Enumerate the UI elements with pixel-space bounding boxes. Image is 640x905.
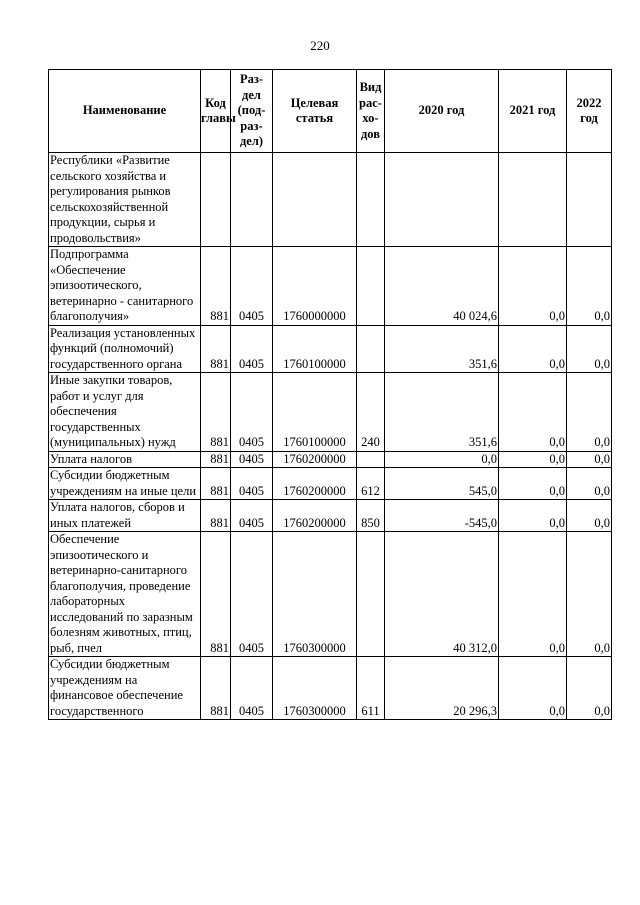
cell-target: 1760200000 [273,468,357,500]
cell-expense: 240 [357,373,385,452]
table-row [49,468,612,500]
cell-y2022: 0,0 [567,373,612,452]
cell-y2021: 0,0 [499,657,567,720]
cell-name: Уплата налогов [49,451,201,468]
table-row [49,325,612,373]
cell-expense [357,451,385,468]
cell-y2020: 0,0 [385,451,499,468]
cell-code: 881 [201,657,231,720]
cell-y2020: 40 312,0 [385,532,499,657]
cell-y2021: 0,0 [499,373,567,452]
header-2021: 2021 год [499,70,567,153]
cell-name: Субсидии бюджетным учреждениям на финансовое обеспечение государственного [49,657,201,720]
cell-y2021: 0,0 [499,500,567,532]
table-row [49,451,612,468]
cell-y2020: 351,6 [385,325,499,373]
cell-section: 0405 [231,325,273,373]
cell-y2020 [385,153,499,247]
budget-table [48,69,612,720]
cell-y2022: 0,0 [567,500,612,532]
cell-y2022 [567,153,612,247]
cell-target: 1760200000 [273,500,357,532]
header-name: Наименование [49,70,201,153]
cell-y2021 [499,153,567,247]
cell-name: Субсидии бюджетным учреждениям на иные цели [49,468,201,500]
table-row [49,500,612,532]
cell-y2020: 20 296,3 [385,657,499,720]
cell-y2022: 0,0 [567,532,612,657]
table-row [49,247,612,326]
cell-y2022: 0,0 [567,247,612,326]
cell-target: 1760300000 [273,532,357,657]
table-row [49,373,612,452]
cell-y2020: 351,6 [385,373,499,452]
cell-y2022: 0,0 [567,468,612,500]
table-row [49,153,612,247]
cell-section: 0405 [231,468,273,500]
page-number: 220 [310,38,330,53]
cell-section: 0405 [231,451,273,468]
cell-target: 1760300000 [273,657,357,720]
cell-target: 1760200000 [273,451,357,468]
header-2020: 2020 год [385,70,499,153]
cell-section: 0405 [231,373,273,452]
cell-y2020: 545,0 [385,468,499,500]
cell-y2020: 40 024,6 [385,247,499,326]
cell-expense [357,325,385,373]
cell-name: Республики «Развитие сельского хозяйства и регулирования рынков сельскохозяйственной продукции, сырья и продовольствия» [49,153,201,247]
cell-expense [357,247,385,326]
cell-y2021: 0,0 [499,247,567,326]
cell-y2021: 0,0 [499,325,567,373]
cell-section: 0405 [231,532,273,657]
cell-name: Уплата налогов, сборов и иных платежей [49,500,201,532]
cell-code: 881 [201,451,231,468]
header-expense: Вид рас-хо-дов [357,70,385,153]
cell-expense [357,532,385,657]
cell-code: 881 [201,468,231,500]
header-section: Раз-дел (под-раз-дел) [231,70,273,153]
cell-code: 881 [201,373,231,452]
cell-expense: 850 [357,500,385,532]
cell-target: 1760100000 [273,373,357,452]
cell-name: Обеспечение эпизоотического и ветеринарно-санитарного благополучия, проведение лабораторных исследований по заразным болезням животных, птиц, рыб, пчел [49,532,201,657]
cell-code [201,153,231,247]
cell-target: 1760100000 [273,325,357,373]
cell-expense: 611 [357,657,385,720]
table-row [49,532,612,657]
cell-y2020: -545,0 [385,500,499,532]
cell-y2022: 0,0 [567,657,612,720]
cell-y2022: 0,0 [567,451,612,468]
cell-code: 881 [201,500,231,532]
cell-y2021: 0,0 [499,468,567,500]
header-code: Код главы [201,70,231,153]
table-row [49,657,612,720]
cell-target [273,153,357,247]
cell-section [231,153,273,247]
cell-target: 1760000000 [273,247,357,326]
cell-code: 881 [201,532,231,657]
table-header-row [49,70,612,153]
header-2022: 2022 год [567,70,612,153]
cell-code: 881 [201,247,231,326]
cell-name: Реализация установленных функций (полномочий) государственного органа [49,325,201,373]
cell-expense [357,153,385,247]
header-target: Целевая статья [273,70,357,153]
cell-name: Подпрограмма «Обеспечение эпизоотического, ветеринарно - санитарного благополучия» [49,247,201,326]
cell-code: 881 [201,325,231,373]
cell-expense: 612 [357,468,385,500]
cell-section: 0405 [231,247,273,326]
cell-section: 0405 [231,500,273,532]
cell-y2021: 0,0 [499,532,567,657]
cell-section: 0405 [231,657,273,720]
cell-y2022: 0,0 [567,325,612,373]
cell-y2021: 0,0 [499,451,567,468]
cell-name: Иные закупки товаров, работ и услуг для обеспечения государственных (муниципальных) нужд [49,373,201,452]
